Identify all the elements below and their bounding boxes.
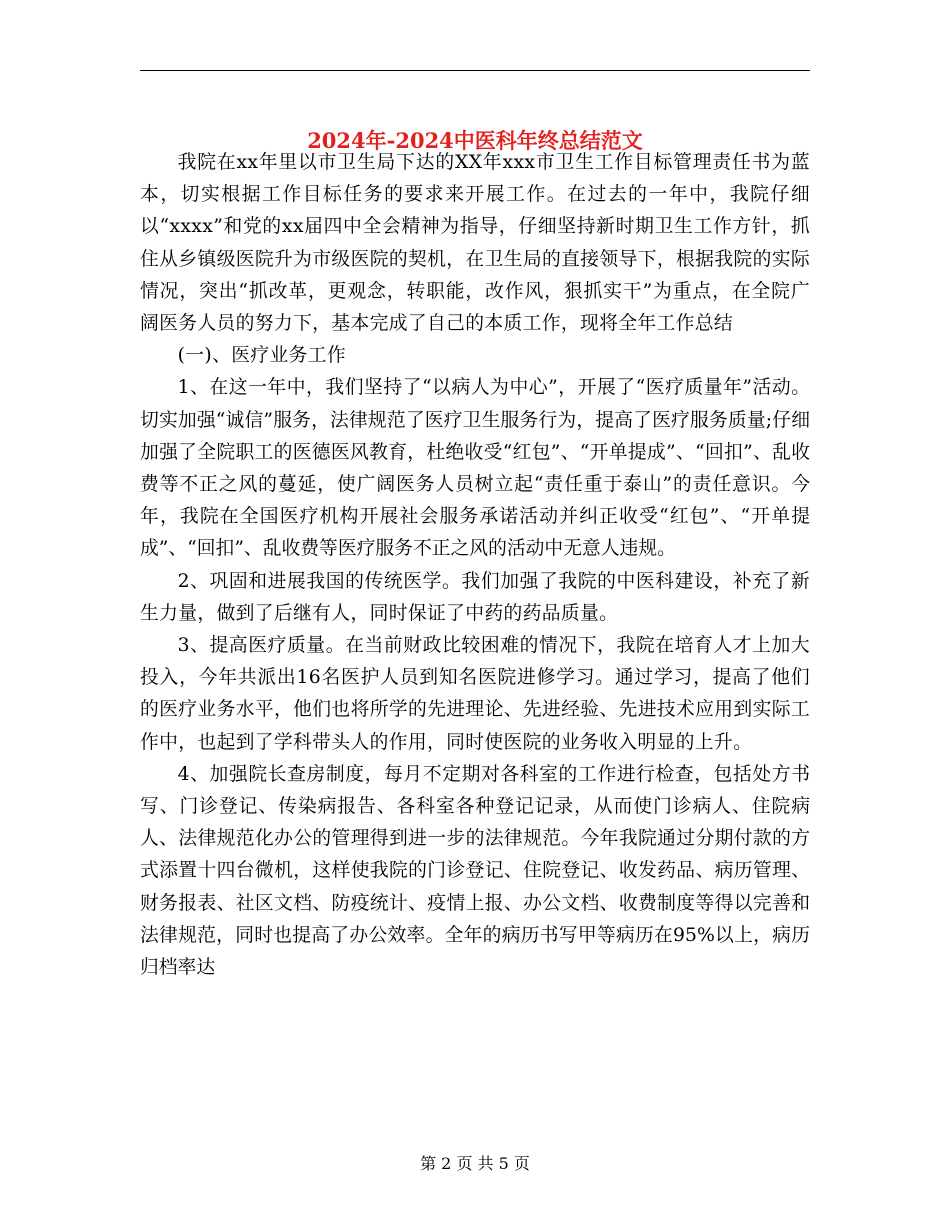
- paragraph-item-3: 3、提高医疗质量。在当前财政比较困难的情况下，我院在培育人才上加大投入，今年共派出16名医护人员到知名医院进修学习。通过学习，提高了他们的医疗业务水平，他们也将所学的先进理论、先进经验、先进技术应用到实际工作中，也起到了学科带头人的作用，同时使医院的业务收入明显的上升。: [140, 635, 810, 753]
- document-title: 2024年-2024中医科年终总结范文: [307, 128, 643, 154]
- intro-paragraph: 我院在xx年里以市卫生局下达的XX年xxx市卫生工作目标管理责任书为蓝本，切实根据工作目标任务的要求来开展工作。在过去的一年中，我院仔细以“xxxx”和党的xx届四中全会精神为指导，仔细坚持新时期卫生工作方针，抓住从乡镇级医院升为市级医院的契机，在卫生局的直接领导下，根据我院的实际情况，突出“抓改革，更观念，转职能，改作风，狠抓实干”为重点，在全院广阔医务人员的努力下，基本完成了自己的本质工作，现将全年工作总结: [140, 152, 810, 335]
- page-number: 第 2 页 共 5 页: [420, 1154, 530, 1173]
- paragraph-item-2: 2、巩固和进展我国的传统医学。我们加强了我院的中医科建设，补充了新生力量，做到了后继有人，同时保证了中药的药品质量。: [140, 570, 810, 624]
- paragraph-item-4: 4、加强院长查房制度，每月不定期对各科室的工作进行检查，包括处方书写、门诊登记、传染病报告、各科室各种登记记录，从而使门诊病人、住院病人、法律规范化办公的管理得到进一步的法律规范。今年我院通过分期付款的方式添置十四台微机，这样使我院的门诊登记、住院登记、收发药品、病历管理、财务报表、社区文档、防疫统计、疫情上报、办公文档、收费制度等得以完善和法律规范，同时也提高了办公效率。全年的病历书写甲等病历在95%以上，病历归档率达: [140, 763, 810, 979]
- section-heading: (一)、医疗业务工作: [177, 345, 346, 367]
- header-rule: [140, 70, 810, 71]
- paragraph-item-1: 1、在这一年中，我们坚持了“以病人为中心”，开展了“医疗质量年”活动。切实加强“诚信”服务，法律规范了医疗卫生服务行为，提高了医疗服务质量;仔细加强了全院职工的医德医风教育，杜绝收受“红包”、“开单提成”、“回扣”、乱收费等不正之风的蔓延，使广阔医务人员树立起“责任重于泰山”的责任意识。今年，我院在全国医疗机构开展社会服务承诺活动并纠正收受“红包”、“开单提成”、“回扣”、乱收费等医疗服务不正之风的活动中无意人违规。: [140, 377, 810, 560]
- document-body: [140, 147, 810, 984]
